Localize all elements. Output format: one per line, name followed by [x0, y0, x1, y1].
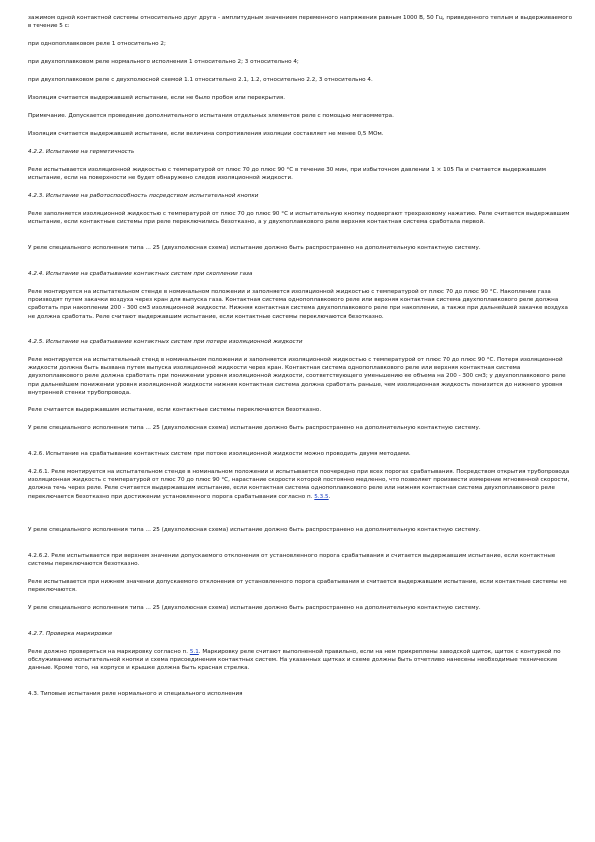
section-link[interactable]: 5.3.5 — [314, 493, 329, 500]
paragraph: Реле испытывается при нижнем значении допускаемого отклонения от установленного порога срабатывания и считается выдержавшим испытание, если контактные системы не переключаются. — [28, 579, 567, 594]
paragraph-tail: . Маркировку реле считают выполненной правильно, если на нем прикреплены заводской щиток, щиток с контуркой по обслуживанию испытательной кнопки и схема присоединения контактных систем. На указанных щитках и схеме должны быть отчетливо нанесены необходимые технические данные. Кроме того, на корпусе и крышке должна быть красная стрелка. — [28, 649, 561, 672]
section-link[interactable]: 5.1 — [189, 649, 199, 655]
paragraph — [28, 468, 576, 501]
paragraph: при двухпоплавковом реле нормального исполнения 1 относительно 2; 3 относительно 4; — [28, 59, 299, 65]
section-heading: 4.2.7. Проверка маркировки — [28, 631, 112, 637]
paragraph: Изоляция считается выдержавшей испытание, если величина сопротивления изоляции составляет не менее 0,5 МОм. — [28, 131, 384, 137]
paragraph: Изоляция считается выдержавшей испытание, если не было пробоя или перекрытия. — [28, 95, 286, 101]
paragraph: 4.2.6. Испытание на срабатывание контактных систем при потоке изоляционной жидкости можно проводить двумя методами. — [28, 451, 411, 457]
paragraph — [28, 648, 576, 673]
paragraph: при двухпоплавковом реле с двухполюсной схемой 1.1 относительно 2.1, 1.2, относительно 2.2, 3 относительно 4. — [28, 77, 373, 83]
section-heading: 4.2.2. Испытание на герметичность — [28, 149, 135, 155]
paragraph-text: 4.2.6.1. Реле монтируется на испытательном стенде в номинальном положении и испытывается поочередно при всех порогах срабатывания. Посредством открытия трубопровода изоляционная жидкость с температурой от плюс 70 до плюс 90 °С, нарастание скорости которой постоянно медленно, что позволяет произвести измерение мгновенной скорости, должна течь через реле. Реле считается выдержавшим испытание, если контактная система однопоплавкового реле или нижняя контактная система двухпоплавкового реле переключается безотказно при достижении установленного порога срабатывания согласно п. — [28, 469, 570, 500]
paragraph: Реле испытывается изоляционной жидкостью с температурой от плюс 70 до плюс 90 °С в течение 30 мин, при избыточном давлении 1 × 105 Па и считается выдержавшим испытание, если на поверхности не будет обнаружено следов изоляционной жидкости. — [28, 167, 546, 182]
section-heading: 4.2.5. Испытание на срабатывание контактных систем при потере изоляционной жидкости — [28, 339, 303, 345]
paragraph: Реле заполняется изоляционной жидкостью с температурой от плюс 70 до плюс 90 °С и испытательную кнопку подвергают трехразовому нажатию. Реле считается выдержавшим испытание, если контактные системы при реле переключились безотказно, а у двухпоплавкового реле верхняя контактная система сработала первой. — [28, 211, 570, 226]
paragraph: У реле специального исполнения типа ... 25 (двухполюсная схема) испытание должно быть распространено на дополнительную контактную систему. — [28, 605, 481, 611]
paragraph: Реле считается выдержавшим испытание, если контактные системы переключаются безотказно. — [28, 407, 322, 413]
paragraph: У реле специального исполнения типа ... 25 (двухполюсная схема) испытание должно быть распространено на дополнительную контактную систему. — [28, 245, 481, 251]
paragraph-tail: . — [328, 493, 331, 500]
paragraph: Примечание. Допускается проведение дополнительного испытания отдельных элементов реле с помощью мегаомметра. — [28, 113, 394, 119]
section-heading: 4.2.4. Испытание на срабатывание контактных систем при скоплении газа — [28, 271, 253, 277]
paragraph-text: Реле должно проверяться на маркировку согласно п. — [28, 649, 190, 655]
paragraph: У реле специального исполнения типа ... 25 (двухполюсная схема) испытание должно быть распространено на дополнительную контактную систему. — [28, 527, 481, 533]
paragraph: Реле монтируется на испытательный стенд в номинальном положении и заполняется изоляционной жидкостью с температурой от плюс 70 до плюс 90 °С. Потеря изоляционной жидкости должна быть вызвана путем выпуска изоляционной жидкости через кран. Контактная система однопоплавкового реле или верхняя контактная система двухпоплавкового реле должна сработать при понижении уровня изоляционной жидкости, соответствующего уменьшению ее объема на 200 - 300 см3; у двухпоплавкового реле при дальнейшем понижении уровня изоляционной жидкости нижняя контактная система должна сработать раньше, чем изоляционная жидкость понизится до нижнего уровня внутренней стенки трубопровода. — [28, 357, 566, 396]
paragraph: Реле монтируется на испытательном стенде в номинальном положении и заполняется изоляционной жидкостью с температурой от плюс 70 до плюс 90 °С. Накопление газа производят путем закачки воздуха через кран для выпуска газа. Контактная система однопоплавкового реле или верхняя контактная система двухпоплавкового реле должна сработать при накоплении 200 - 300 см3 изоляционной жидкости. Нижняя контактная система двухпоплавкового реле при накоплении, а также при дальнейшей закачке воздуха не должна сработать. Реле считают выдержавшим испытание, если контактные системы переключаются безотказно. — [28, 289, 568, 320]
section-heading: 4.3. Типовые испытания реле нормального и специального исполнения — [28, 691, 243, 697]
section-heading: 4.2.3. Испытание на работоспособность посредством испытательной кнопки — [28, 193, 259, 199]
paragraph: при однопоплавковом реле 1 относительно 2; — [28, 41, 166, 47]
paragraph: У реле специального исполнения типа ... 25 (двухполюсная схема) испытание должно быть распространено на дополнительную контактную систему. — [28, 425, 481, 431]
paragraph: 4.2.6.2. Реле испытывается при верхнем значении допускаемого отклонения от установленного порога срабатывания и считается выдержавшим испытание, если контактные системы переключаются безотказно. — [28, 553, 556, 568]
paragraph: зажимом одной контактной системы относительно друг друга - амплитудным значением переменного напряжения равным 1000 В, 50 Гц, приведенного теплым и выдерживаемого в течение 5 с: — [28, 15, 573, 30]
